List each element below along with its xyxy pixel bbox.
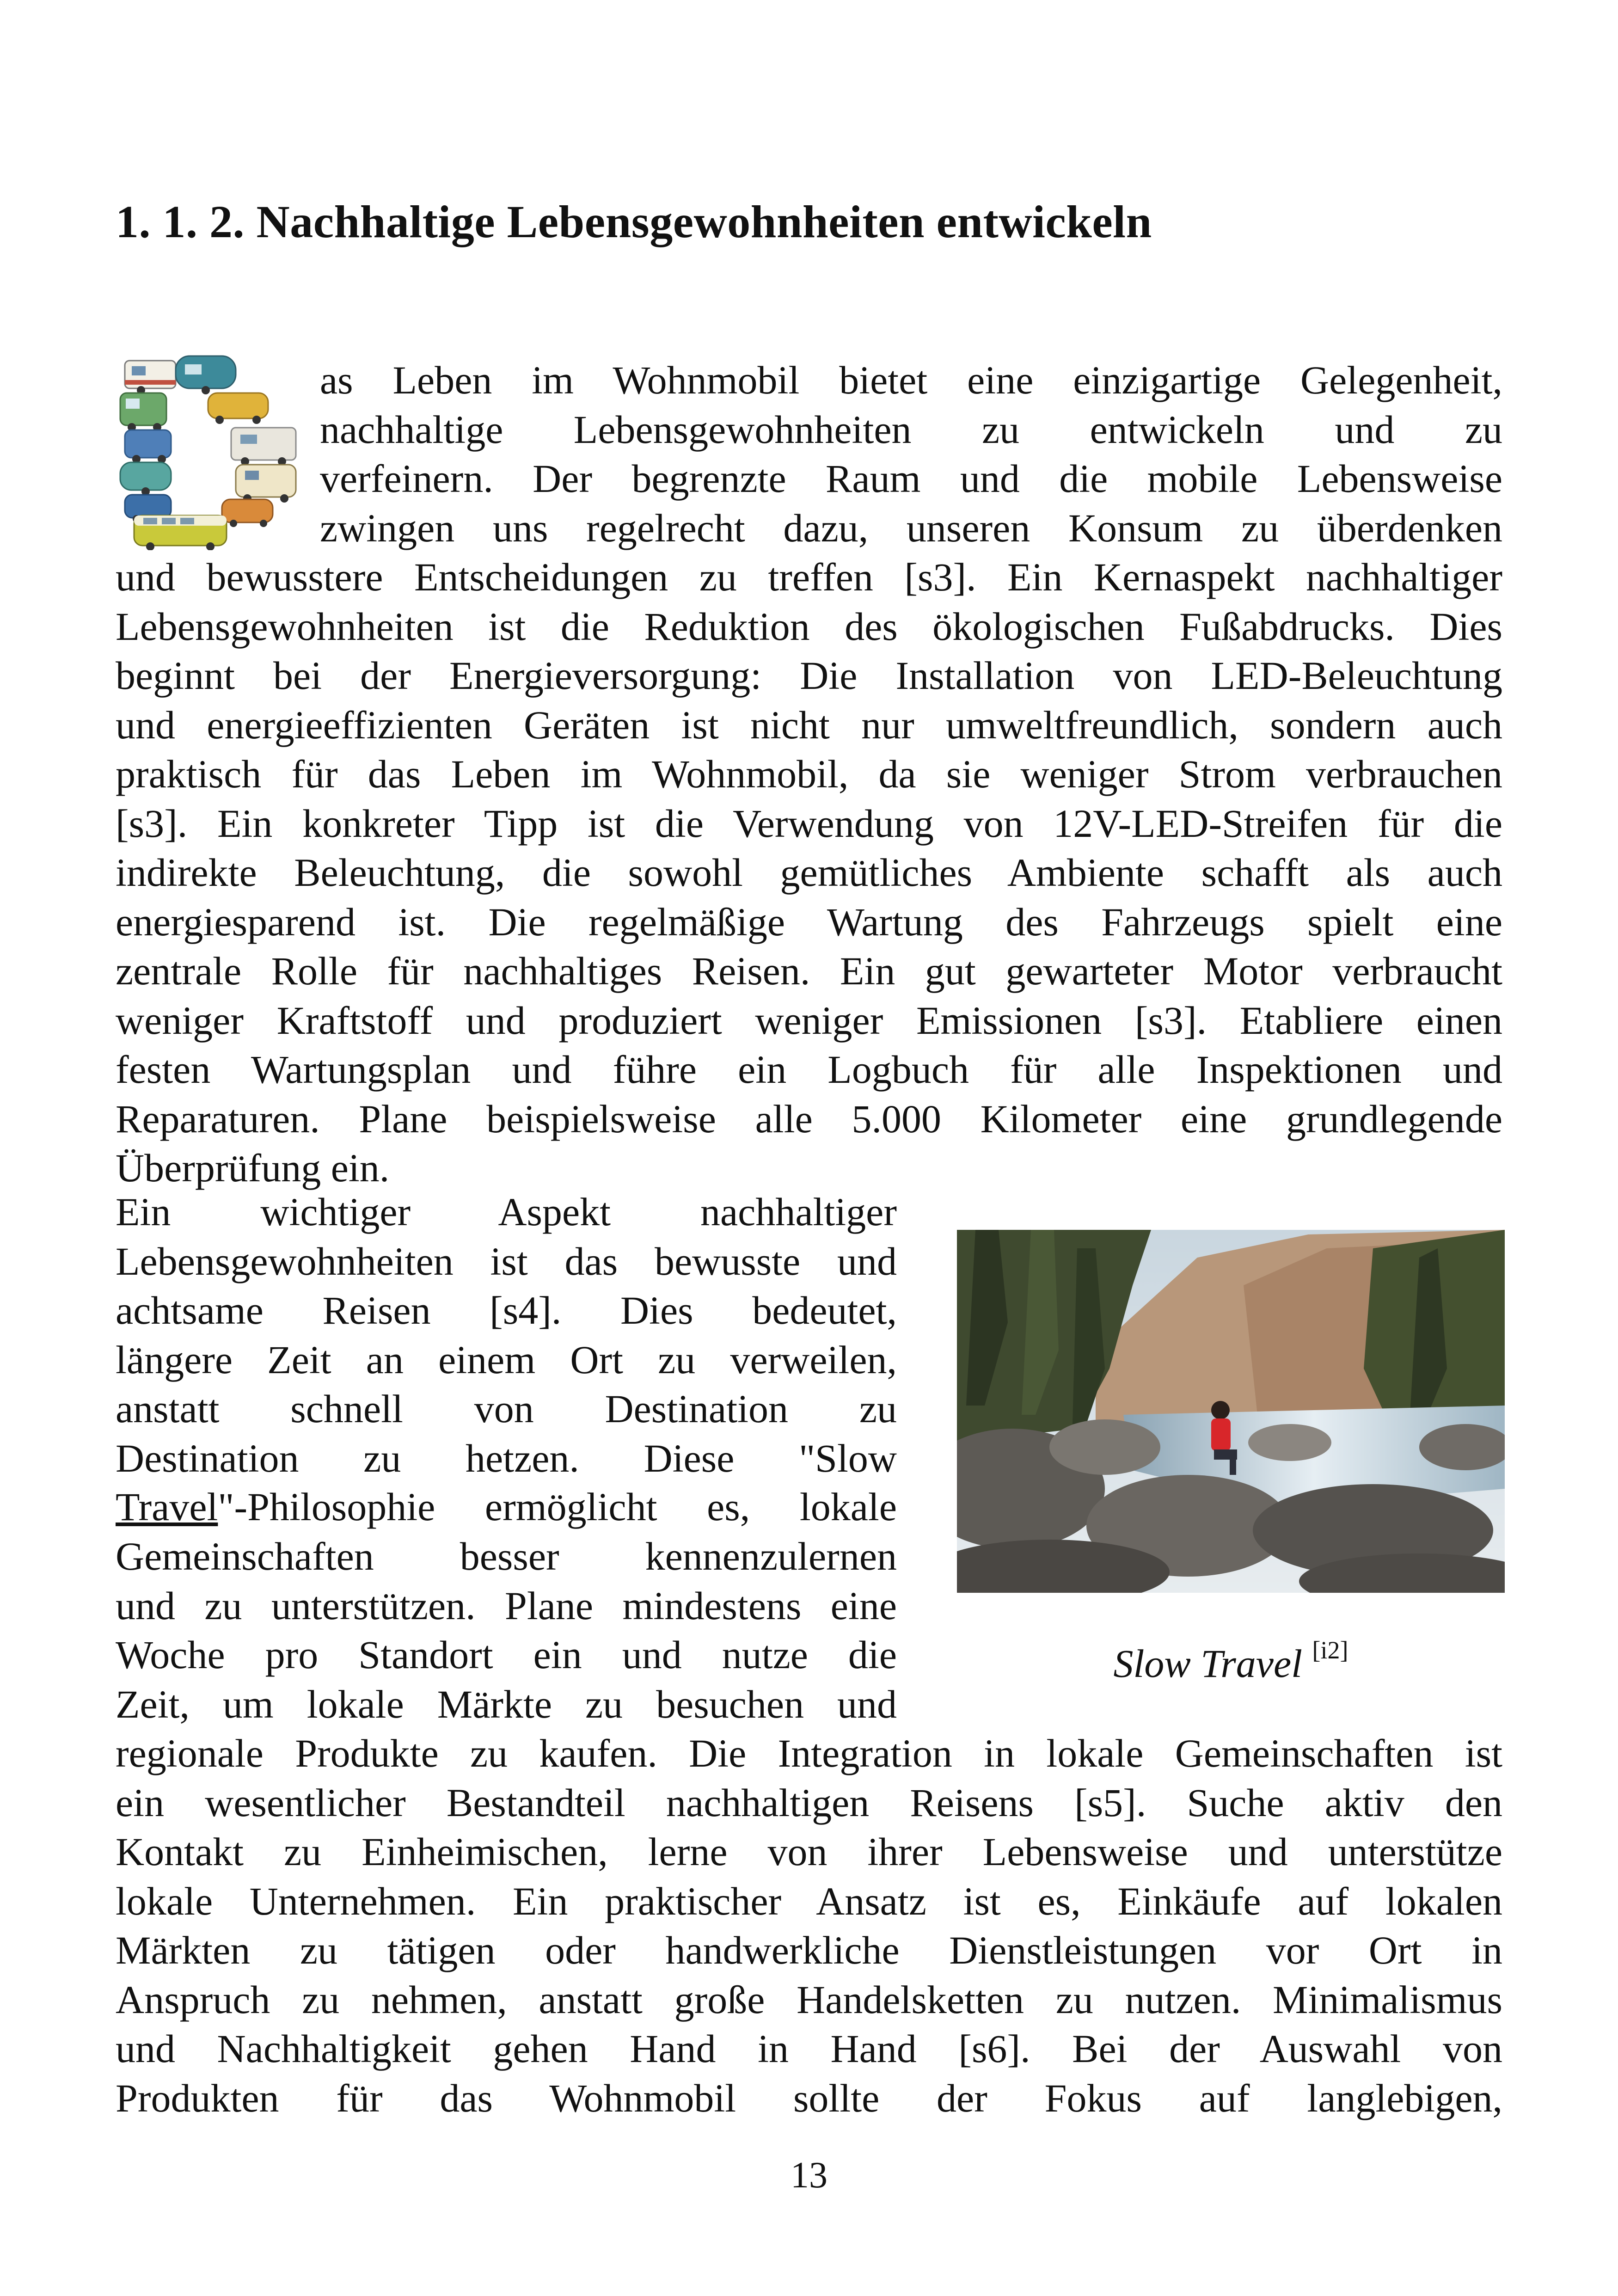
slow-travel-link[interactable]: Travel <box>116 1485 218 1529</box>
body-line: anstatt schnell von Destination zu <box>116 1387 897 1431</box>
orange-car-icon <box>222 499 273 527</box>
body-line: Anspruch zu nehmen, anstatt große Handelsketten zu nutzen. Minimalismus <box>116 1977 1502 2022</box>
body-line: ein wesentlicher Bestandteil nachhaltigen Reisens [s5]. Suche aktiv den <box>116 1780 1502 1825</box>
body-line: indirekte Beleuchtung, die sowohl gemütliches Ambiente schafft als auch <box>116 850 1502 895</box>
body-line: längere Zeit an einem Ort zu verweilen, <box>116 1337 897 1382</box>
body-line <box>116 1482 897 1532</box>
blue-van-icon <box>125 430 171 463</box>
caravan-icon <box>125 361 176 394</box>
caption-reference: [i2] <box>1312 1636 1348 1664</box>
body-text: "-Philosophie ermöglicht es, lokale <box>218 1485 897 1529</box>
body-line: und Nachhaltigkeit gehen Hand in Hand [s6]. Bei der Auswahl von <box>116 2026 1502 2071</box>
body-line: Überprüfung ein. <box>116 1146 390 1190</box>
body-line: Ein wichtiger Aspekt nachhaltiger <box>116 1190 897 1234</box>
green-van-icon <box>120 393 166 431</box>
body-line: Kontakt zu Einheimischen, lerne von ihrer Lebensweise und unterstütze <box>116 1829 1502 1874</box>
caption-text: Slow Travel <box>1113 1641 1303 1686</box>
body-line: zentrale Rolle für nachhaltiges Reisen. Ein gut gewarteter Motor verbraucht <box>116 949 1502 993</box>
body-line: lokale Unternehmen. Ein praktischer Ansatz ist es, Einkäufe auf lokalen <box>116 1879 1502 1923</box>
figure-caption <box>957 1625 1505 1688</box>
body-line: achtsame Reisen [s4]. Dies bedeutet, <box>116 1288 897 1332</box>
body-line: beginnt bei der Energieversorgung: Die Installation von LED-Beleuchtung <box>116 653 1502 698</box>
vehicle-collage-letter-d <box>116 351 300 550</box>
body-line: Destination zu hetzen. Diese "Slow <box>116 1436 897 1480</box>
body-line: Gemeinschaften besser kennenzulernen <box>116 1534 897 1578</box>
body-line: Märkten zu tätigen oder handwerkliche Dienstleistungen vor Ort in <box>116 1928 1502 1972</box>
body-line: regionale Produkte zu kaufen. Die Integration in lokale Gemeinschaften ist <box>116 1731 1502 1775</box>
body-line: Lebensgewohnheiten ist das bewusste und <box>116 1239 897 1283</box>
yellow-car-icon <box>208 393 268 424</box>
body-line: nachhaltige Lebensgewohnheiten zu entwickeln und zu <box>320 407 1502 452</box>
body-line: und zu unterstützen. Plane mindestens eine <box>116 1583 897 1628</box>
page-number: 13 <box>791 2155 827 2196</box>
body-line: und energieeffizienten Geräten ist nicht nur umweltfreundlich, sondern auch <box>116 702 1502 747</box>
body-line: as Leben im Wohnmobil bietet eine einzigartige Gelegenheit, <box>320 358 1502 402</box>
body-line: und bewusstere Entscheidungen zu treffen [s3]. Ein Kernaspekt nachhaltiger <box>116 555 1502 599</box>
body-line: Zeit, um lokale Märkte zu besuchen und <box>116 1682 897 1726</box>
teal-trailer-icon <box>120 462 171 496</box>
body-line: energiesparend ist. Die regelmäßige Wartung des Fahrzeugs spielt eine <box>116 899 1502 944</box>
body-line: Lebensgewohnheiten ist die Reduktion des ökologischen Fußabdrucks. Dies <box>116 604 1502 649</box>
body-line: praktisch für das Leben im Wohnmobil, da sie weniger Strom verbrauchen <box>116 752 1502 796</box>
body-line: Reparaturen. Plane beispielsweise alle 5.000 Kilometer eine grundlegende <box>116 1096 1502 1141</box>
river-rocks-photo <box>957 1230 1505 1593</box>
teal-caravan-icon <box>176 356 236 394</box>
section-heading: 1. 1. 2. Nachhaltige Lebensgewohnheiten entwickeln <box>116 196 1152 247</box>
body-line: festen Wartungsplan und führe ein Logbuch für alle Inspektionen und <box>116 1047 1502 1092</box>
body-line: zwingen uns regelrecht dazu, unseren Konsum zu überdenken <box>320 505 1502 550</box>
body-line: Woche pro Standort ein und nutze die <box>116 1633 897 1677</box>
body-line: [s3]. Ein konkreter Tipp ist die Verwendung von 12V-LED-Streifen für die <box>116 801 1502 846</box>
body-line: verfeinern. Der begrenzte Raum und die mobile Lebensweise <box>320 456 1502 501</box>
cream-bus-icon <box>236 465 296 503</box>
body-line: weniger Kraftstoff und produziert weniger Emissionen [s3]. Etabliere einen <box>116 998 1502 1043</box>
vw-bus-icon <box>134 516 227 550</box>
body-line: Produkten für das Wohnmobil sollte der Fokus auf langlebigen, <box>116 2075 1502 2120</box>
white-camper-icon <box>231 428 296 466</box>
